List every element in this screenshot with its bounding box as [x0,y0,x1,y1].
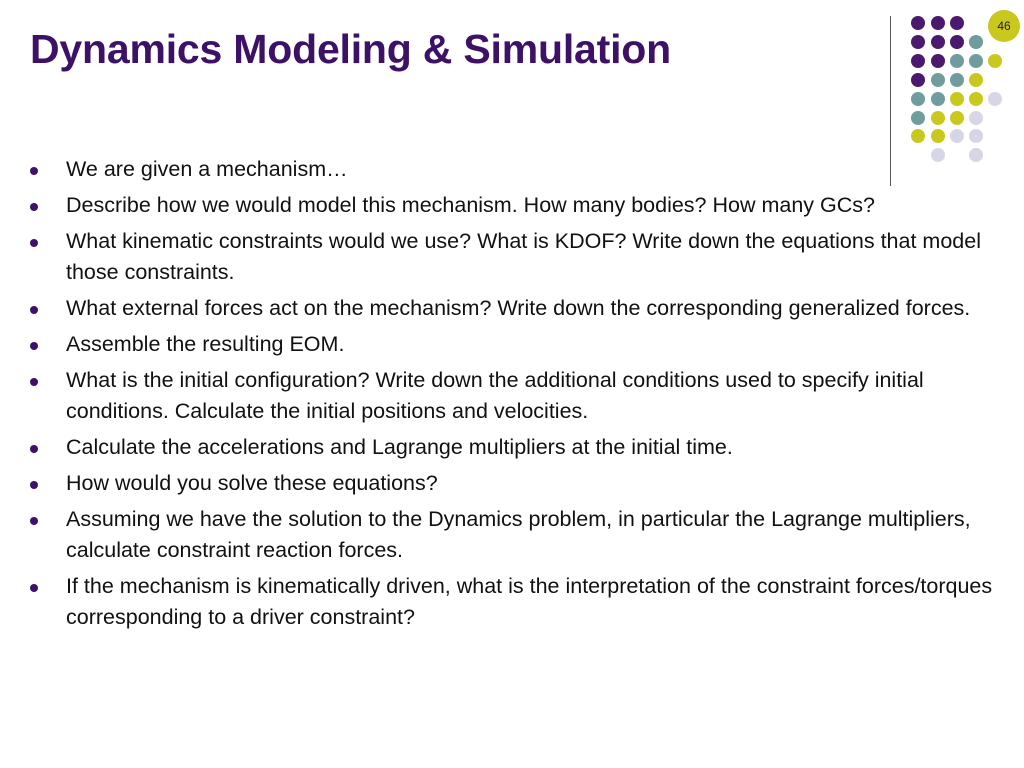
decor-dot [931,129,945,143]
bullet-text: We are given a mechanism… [66,157,348,181]
bullet-text: What kinematic constraints would we use? What is KDOF? Write down the equations that model those constraints. [66,229,981,284]
bullet-dot-icon [30,167,38,175]
decor-dot [950,92,964,106]
decor-dot [911,54,925,68]
bullet-text: If the mechanism is kinematically driven, what is the interpretation of the constraint forces/torques corresponding to a driver constraint? [66,574,993,629]
bullet-item [30,571,1010,633]
bullet-text: How would you solve these equations? [66,471,438,495]
decor-dot [969,111,983,125]
bullet-dot-icon [30,378,38,386]
bullet-dot-icon [30,203,38,211]
decor-dot [969,35,983,49]
bullet-item [30,226,1010,288]
bullet-dot-icon [30,306,38,314]
decor-dot [931,73,945,87]
bullet-dot-icon [30,481,38,489]
bullet-item [30,154,1010,185]
decor-dot [911,35,925,49]
decor-dot [911,16,925,30]
bullet-text: Describe how we would model this mechanism. How many bodies? How many GCs? [66,193,875,217]
decor-dot [969,129,983,143]
decor-dot [931,54,945,68]
decor-dot [950,129,964,143]
bullet-dot-icon [30,584,38,592]
bullet-dot-icon [30,445,38,453]
bullet-text: Calculate the accelerations and Lagrange multipliers at the initial time. [66,435,733,459]
bullet-item [30,504,1010,566]
bullet-list [30,154,1010,638]
decor-dot [911,92,925,106]
decor-dot [969,73,983,87]
decor-dot [988,92,1002,106]
bullet-item [30,365,1010,427]
bullet-item [30,432,1010,463]
decor-dot [931,16,945,30]
decor-dot [931,92,945,106]
page-number-badge [988,10,1020,42]
bullet-item [30,190,1010,221]
bullet-item [30,468,1010,499]
slide-title: Dynamics Modeling & Simulation [30,26,671,72]
decor-dot [988,54,1002,68]
bullet-dot-icon [30,239,38,247]
decor-dot [950,111,964,125]
decor-dot [950,54,964,68]
page-number: 46 [997,19,1011,33]
decor-dot [950,35,964,49]
bullet-item [30,329,1010,360]
decor-dot [911,129,925,143]
bullet-dot-icon [30,342,38,350]
decor-dot [950,16,964,30]
decor-dot [969,54,983,68]
bullet-text: What is the initial configuration? Write down the additional conditions used to specify initial conditions. Calculate the initial positions and velocities. [66,368,924,423]
decor-dot [911,73,925,87]
bullet-item [30,293,1010,324]
decor-dot [931,111,945,125]
decor-dot [911,111,925,125]
decor-dot [931,35,945,49]
decor-dot [950,73,964,87]
decor-dot [969,92,983,106]
bullet-text: Assuming we have the solution to the Dynamics problem, in particular the Lagrange multipliers, calculate constraint reaction forces. [66,507,971,562]
bullet-dot-icon [30,517,38,525]
bullet-text: What external forces act on the mechanism? Write down the corresponding generalized forces. [66,296,971,320]
bullet-text: Assemble the resulting EOM. [66,332,345,356]
